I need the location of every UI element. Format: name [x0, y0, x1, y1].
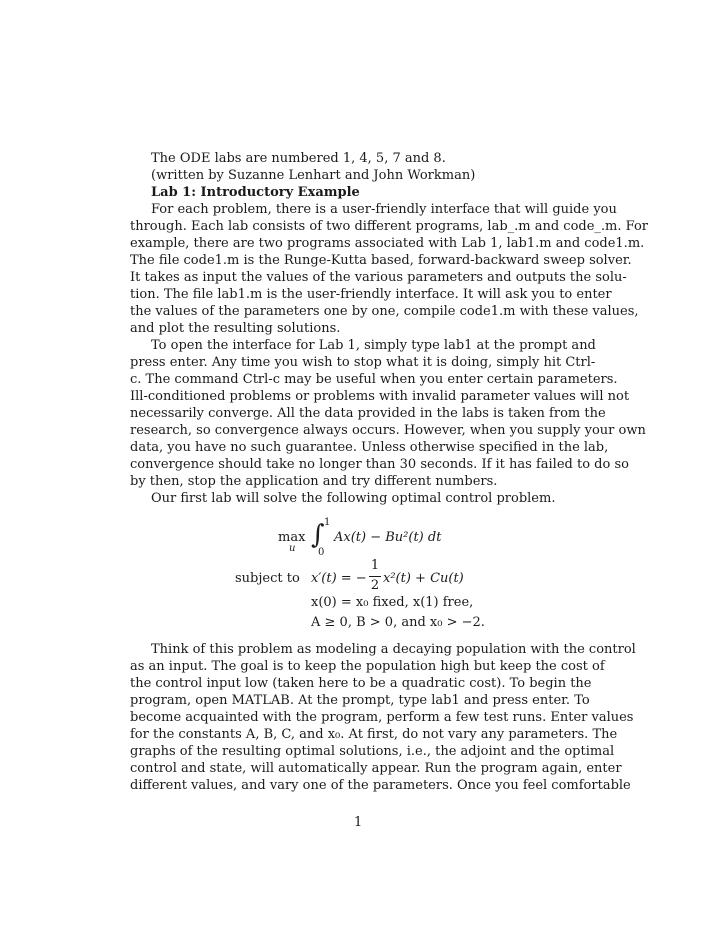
- para1-line: tion. The file lab1.m is the user-friendly interface. It will ask you to enter: [130, 287, 612, 302]
- para1-line: The file code1.m is the Runge-Kutta based, forward-backward sweep solver.: [130, 253, 632, 268]
- para4-line: as an input. The goal is to keep the population high but keep the cost of: [130, 659, 605, 674]
- para4-line: program, open MATLAB. At the prompt, type lab1 and press enter. To: [130, 693, 590, 708]
- para2-line: To open the interface for Lab 1, simply type lab1 at the prompt and: [151, 338, 596, 353]
- para2-line: convergence should take no longer than 30 seconds. If it has failed to do so: [130, 457, 629, 472]
- intro-line-2: (written by Suzanne Lenhart and John Workman): [151, 168, 476, 183]
- para4-line: graphs of the resulting optimal solutions, i.e., the adjoint and the optimal: [130, 744, 615, 759]
- eq-frac-num: 1: [370, 558, 380, 573]
- para1-line: and plot the resulting solutions.: [130, 321, 341, 336]
- intro-line-1: The ODE labs are numbered 1, 4, 5, 7 and 8.: [151, 151, 446, 166]
- eq-upper-limit: 1: [324, 517, 331, 528]
- eq-integrand: Ax(t) − Bu²(t) dt: [334, 530, 442, 545]
- para4-line: become acquainted with the program, perform a few test runs. Enter values: [130, 710, 634, 725]
- para1-line: It takes as input the values of the various parameters and outputs the solu-: [130, 270, 627, 285]
- eq-subject-to: subject to: [235, 571, 300, 586]
- para1-line: the values of the parameters one by one, compile code1.m with these values,: [130, 304, 639, 319]
- para4-line: the control input low (taken here to be a quadratic cost). To begin the: [130, 676, 592, 691]
- eq-lower-limit: 0: [318, 547, 325, 558]
- para2-line: by then, stop the application and try different numbers.: [130, 474, 498, 489]
- para2-line: press enter. Any time you wish to stop what it is doing, simply hit Ctrl-: [130, 355, 596, 370]
- eq-ode-lhs: x′(t) = −: [311, 571, 367, 586]
- para2-line: data, you have no such guarantee. Unless otherwise specified in the lab,: [130, 440, 609, 455]
- eq-ode-rhs: x²(t) + Cu(t): [383, 571, 464, 586]
- eq-max-sub: u: [289, 543, 296, 554]
- eq-frac-den: 2: [370, 578, 380, 593]
- para4-line: control and state, will automatically appear. Run the program again, enter: [130, 761, 622, 776]
- eq-constraints: A ≥ 0, B > 0, and x₀ > −2.: [311, 615, 485, 630]
- para1-line: through. Each lab consists of two different programs, lab_.m and code_.m. For: [130, 219, 649, 234]
- page-number: 1: [354, 815, 363, 830]
- para2-line: Ill-conditioned problems or problems with invalid parameter values will not: [130, 389, 630, 404]
- para2-line: research, so convergence always occurs. However, when you supply your own: [130, 423, 646, 438]
- para4-line: for the constants A, B, C, and x₀. At first, do not vary any parameters. The: [130, 727, 618, 742]
- integral-sign: ∫: [311, 520, 325, 550]
- para4-line: different values, and vary one of the parameters. Once you feel comfortable: [130, 778, 631, 793]
- eq-frac-bar: [369, 576, 381, 577]
- eq-boundary-conditions: x(0) = x₀ fixed, x(1) free,: [311, 595, 474, 610]
- para2-line: necessarily converge. All the data provided in the labs is taken from the: [130, 406, 606, 421]
- para2-line: c. The command Ctrl-c may be useful when you enter certain parameters.: [130, 372, 618, 387]
- paragraph-3: Our first lab will solve the following optimal control problem.: [151, 491, 556, 506]
- para1-line: example, there are two programs associated with Lab 1, lab1.m and code1.m.: [130, 236, 645, 251]
- section-title: Lab 1: Introductory Example: [151, 185, 360, 200]
- para4-line: Think of this problem as modeling a decaying population with the control: [151, 642, 636, 657]
- eq-max: max: [278, 530, 306, 545]
- para1-line: For each problem, there is a user-friendly interface that will guide you: [151, 202, 617, 217]
